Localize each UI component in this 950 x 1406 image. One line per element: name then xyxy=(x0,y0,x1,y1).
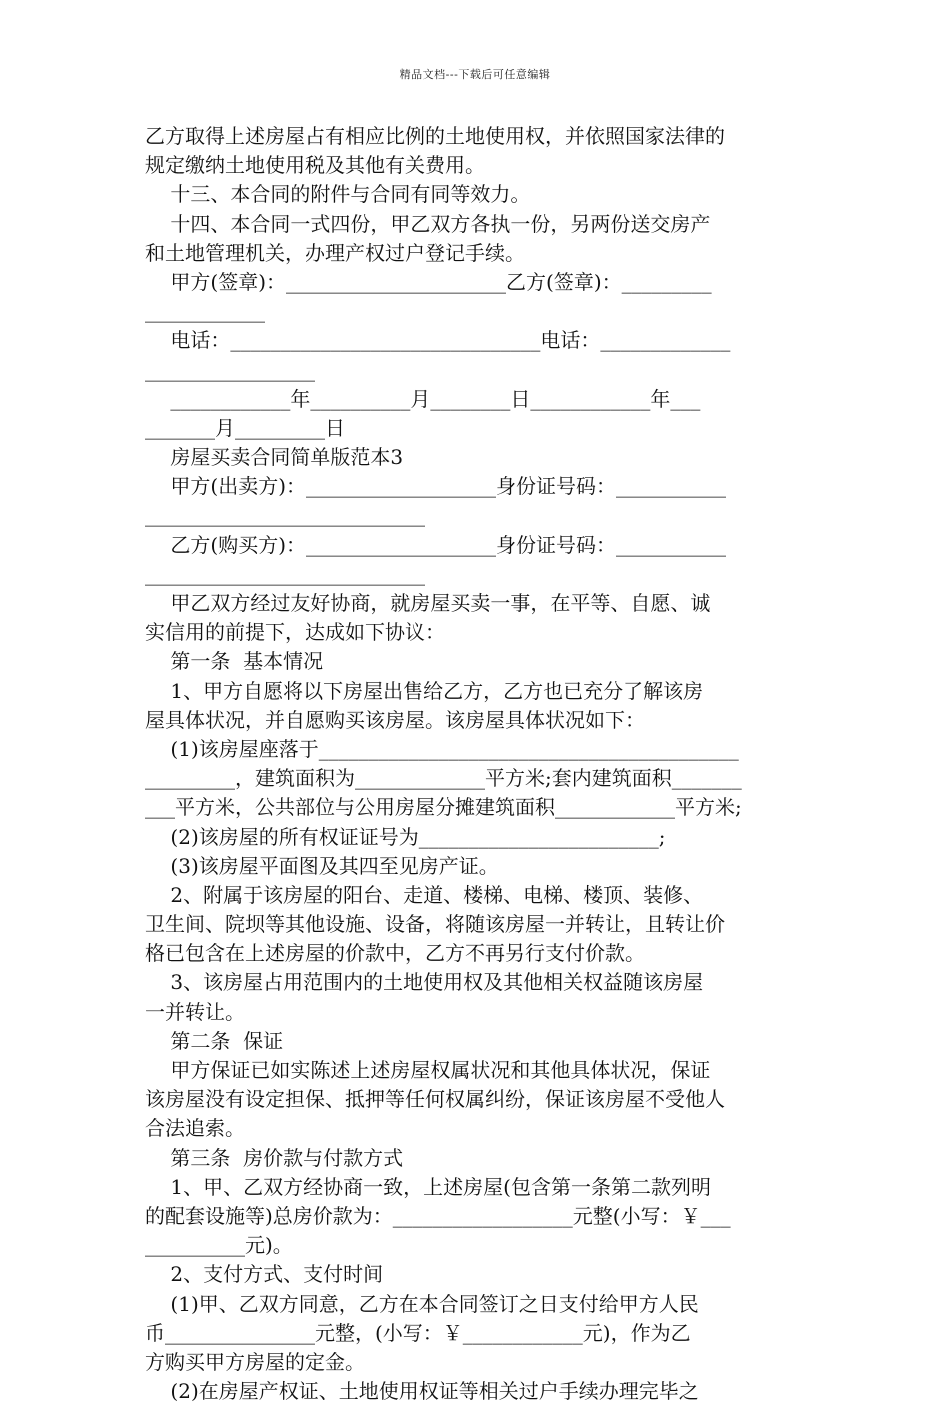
text-line: ____________ xyxy=(145,299,265,324)
text-line: _________________ xyxy=(145,357,315,382)
text-line: 的配套设施等)总房价款为：__________________元整(小写：￥___ xyxy=(145,1203,731,1228)
text-line: ____________________________ xyxy=(145,561,425,586)
text-line: 十三、本合同的附件与合同有同等效力。 xyxy=(145,182,531,207)
text-line: 2、附属于该房屋的阳台、走道、楼梯、电梯、楼顶、装修、 xyxy=(145,882,704,907)
text-line: (1)该房屋座落于__________________________________________ xyxy=(145,736,739,761)
text-line: 甲方(出卖方)：___________________身份证号码：___________ xyxy=(145,474,727,499)
text-line: (2)在房屋产权证、土地使用权证等相关过户手续办理完毕之 xyxy=(145,1379,699,1404)
text-line: (2)该房屋的所有权证证号为________________________; xyxy=(145,824,666,849)
text-line: 该房屋没有设定担保、抵押等任何权属纠纷，保证该房屋不受他人 xyxy=(145,1087,725,1112)
section-title: 房屋买卖合同简单版范本3 xyxy=(145,445,404,470)
text-line: _______月_________日 xyxy=(145,415,345,440)
article-heading: 第三条 房价款与付款方式 xyxy=(145,1145,404,1170)
text-line: 乙方(购买方)：___________________身份证号码：___________ xyxy=(145,532,727,557)
text-line: ___平方米，公共部位与公用房屋分摊建筑面积____________平方米; xyxy=(145,795,742,820)
text-line: 方购买甲方房屋的定金。 xyxy=(145,1349,365,1374)
text-line: _________，建筑面积为_____________平方米;套内建筑面积_______ xyxy=(145,766,742,791)
page-header: 精品文档---下载后可任意编辑 xyxy=(399,68,551,81)
text-line: 和土地管理机关，办理产权过户登记手续。 xyxy=(145,240,525,265)
text-line: 1、甲方自愿将以下房屋出售给乙方，乙方也已充分了解该房 xyxy=(145,678,704,703)
text-line: (3)该房屋平面图及其四至见房产证。 xyxy=(145,853,499,878)
text-line: ____________年__________月________日____________年___ xyxy=(145,386,701,411)
document-body xyxy=(145,122,807,1406)
text-line: 乙方取得上述房屋占有相应比例的土地使用权，并依照国家法律的 xyxy=(145,124,725,148)
text-line: 1、甲、乙双方经协商一致，上述房屋(包含第一条第二款列明 xyxy=(145,1174,711,1199)
text-line: 十四、本合同一式四份，甲乙双方各执一份，另两份送交房产 xyxy=(145,211,711,236)
text-line: 合法追索。 xyxy=(145,1116,245,1141)
text-line: __________元)。 xyxy=(145,1233,293,1258)
text-line: 一并转让。 xyxy=(145,999,245,1024)
text-line: 3、该房屋占用范围内的土地使用权及其他相关权益随该房屋 xyxy=(145,970,704,995)
text-line: 甲方保证已如实陈述上述房屋权属状况和其他具体状况，保证 xyxy=(145,1058,711,1082)
text-line: 甲乙双方经过友好协商，就房屋买卖一事，在平等、自愿、诚 xyxy=(145,591,711,615)
text-line: 屋具体状况，并自愿购买该房屋。该房屋具体状况如下： xyxy=(145,707,645,732)
article-heading: 第二条 保证 xyxy=(145,1028,284,1053)
text-line: 卫生间、院坝等其他设施、设备，将随该房屋一并转让，且转让价 xyxy=(145,912,725,937)
text-line: 格已包含在上述房屋的价款中，乙方不再另行支付价款。 xyxy=(145,941,645,966)
text-line: 规定缴纳土地使用税及其他有关费用。 xyxy=(145,153,485,178)
text-line: 甲方(签章)：______________________乙方(签章)：_________ xyxy=(145,269,712,294)
article-heading: 第一条 基本情况 xyxy=(145,649,324,674)
text-line: ____________________________ xyxy=(145,503,425,528)
text-line: 2、支付方式、支付时间 xyxy=(145,1262,384,1287)
text-line: 实信用的前提下，达成如下协议： xyxy=(145,620,445,645)
text-line: (1)甲、乙双方同意，乙方在本合同签订之日支付给甲方人民 xyxy=(145,1291,699,1316)
text-line: 币_______________元整，(小写：￥____________元)，作为乙 xyxy=(145,1320,691,1345)
text-line: 电话：_______________________________电话：_____________ xyxy=(145,328,731,353)
